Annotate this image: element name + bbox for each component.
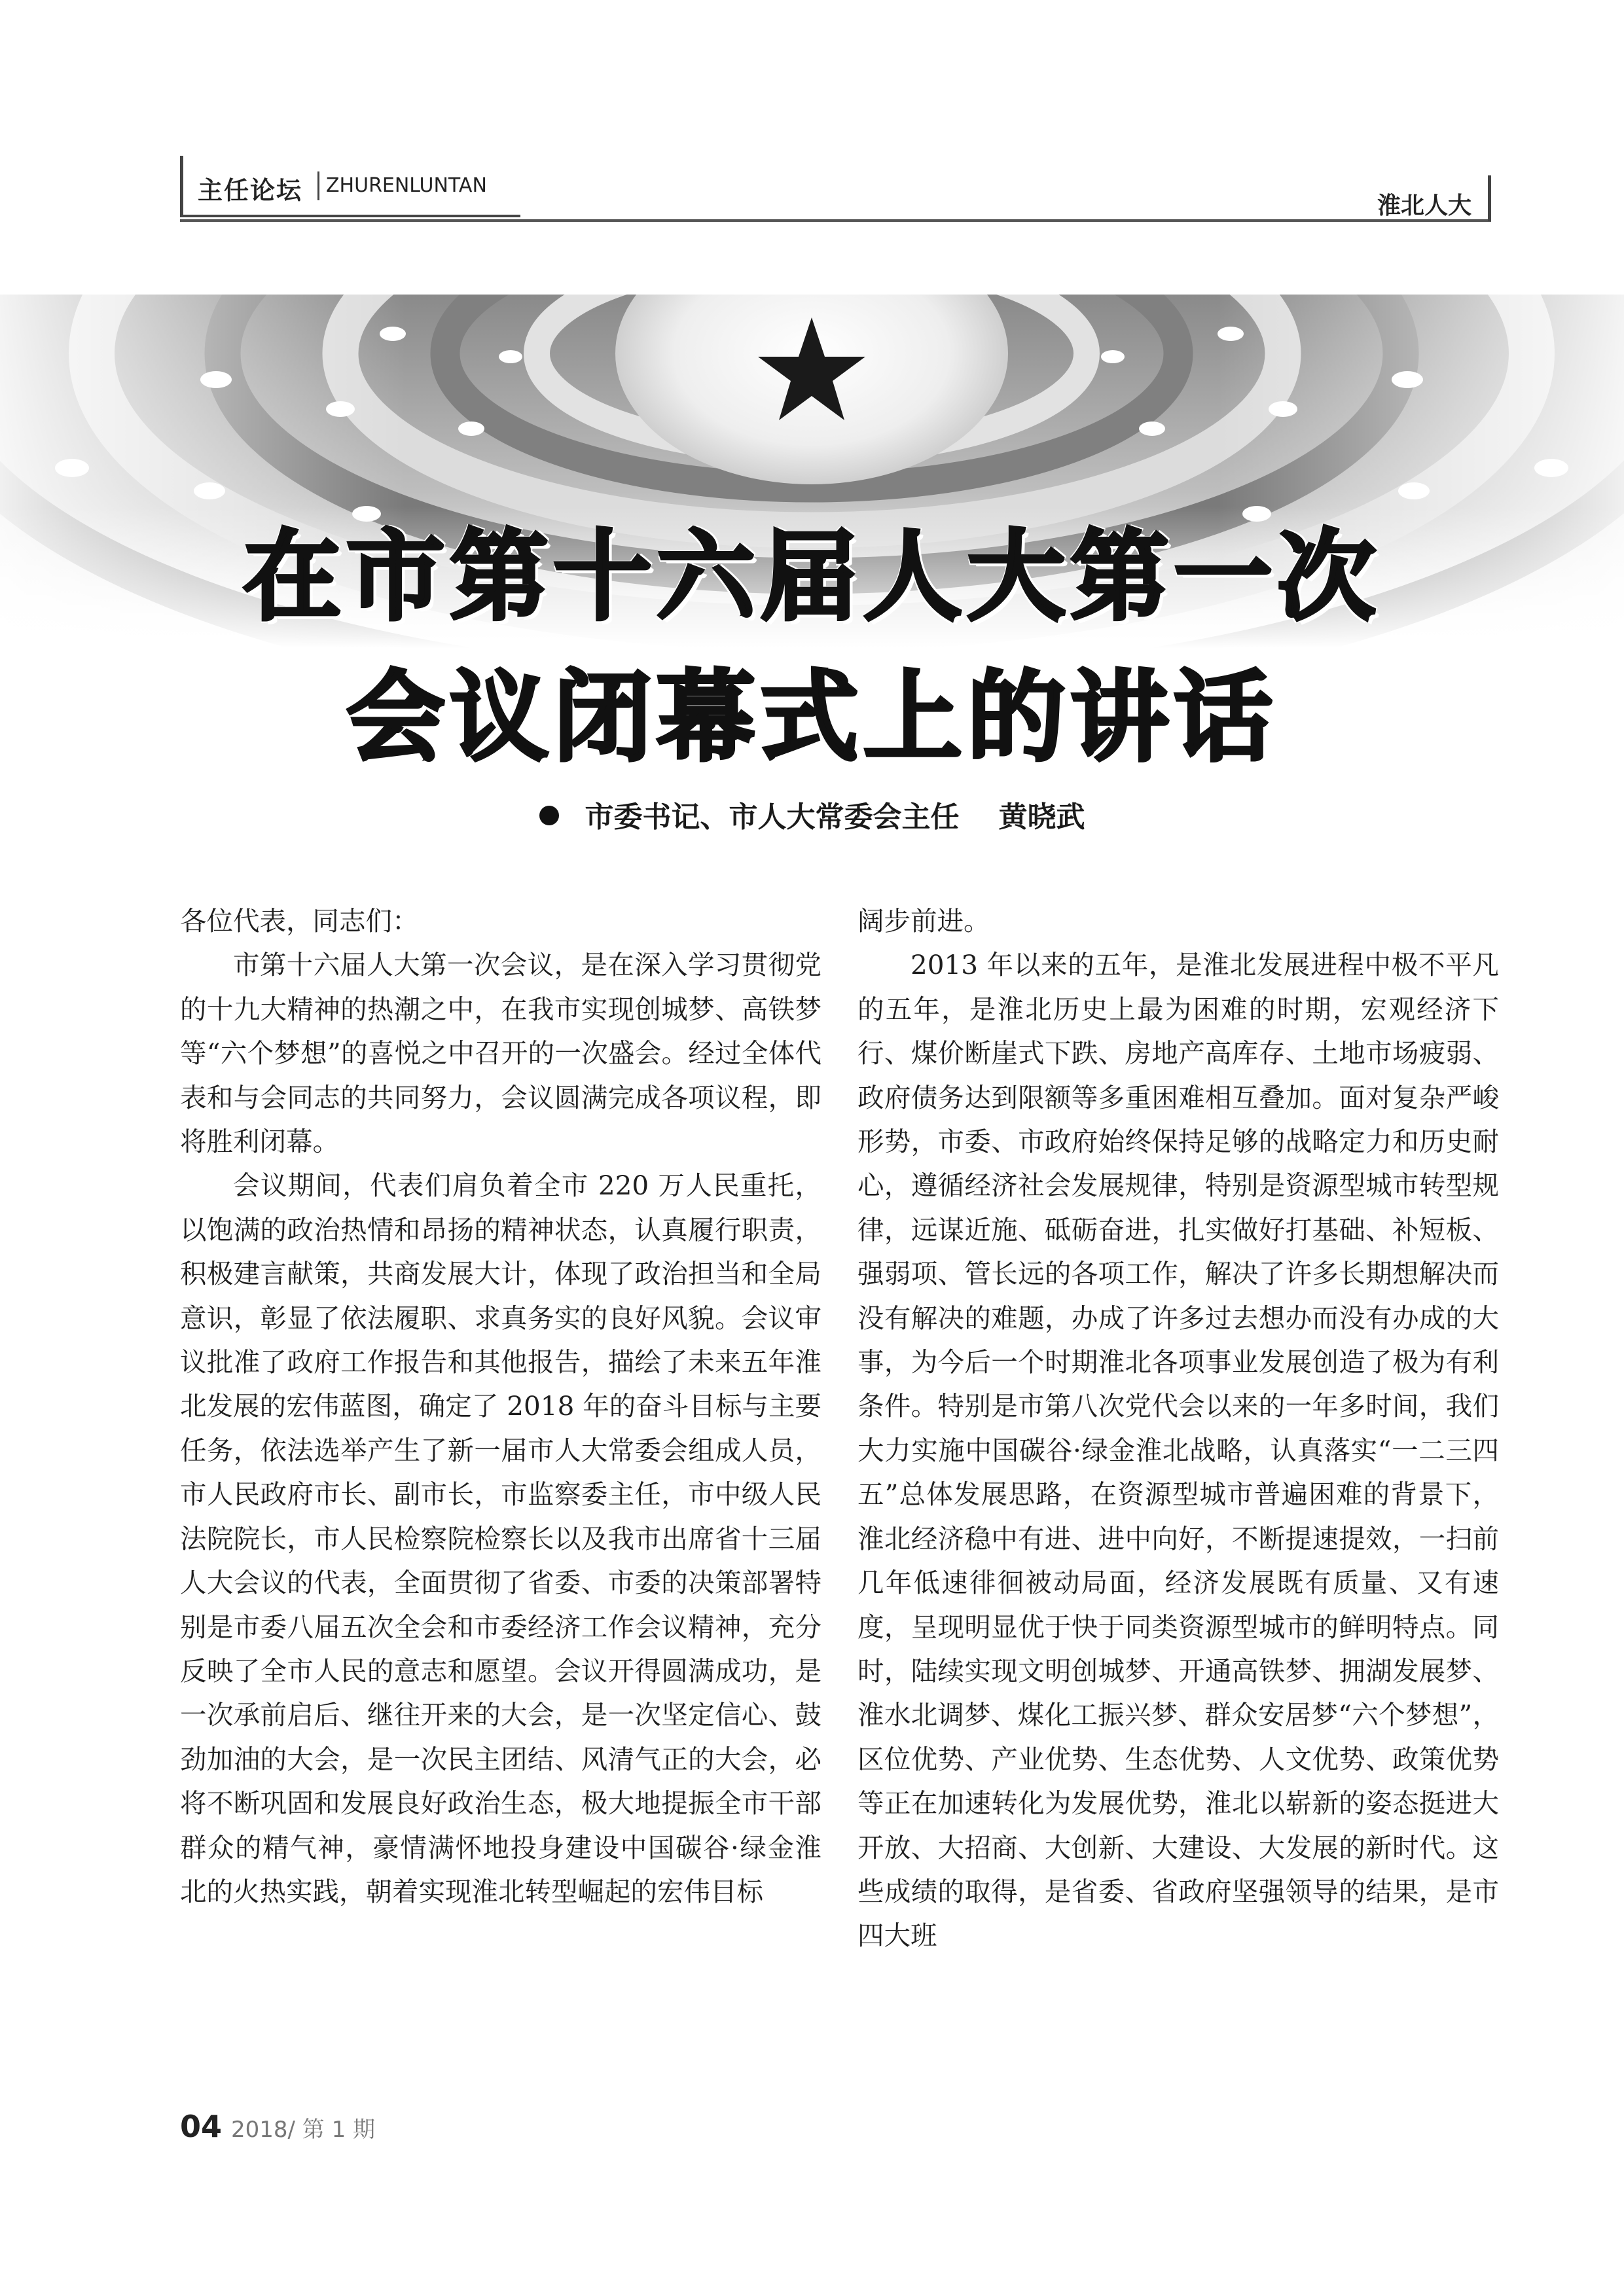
paragraph: 各位代表，同志们： (180, 905, 419, 937)
author-name: 黄晓武 (998, 800, 1085, 834)
page-number: 04 (180, 2109, 223, 2144)
publication-name: 淮北人大 (1377, 192, 1471, 219)
paragraph: 2013 年以来的五年，是淮北发展进程中极不平凡的五年，是淮北历史上最为困难的时期，宏观经济下行、煤价断崖式下跌、房地产高库存、土地市场疲弱、政府债务达到限额等多重困难相互叠加。面对复杂严峻形势，市委、市政府始终保持足够的战略定力和历史耐心，遵循经济社会发展规律，特别是资源型城市转型规律，远谋近施、砥砺奋进，扎实做好打基础、补短板、强弱项、管长远的各项工作，解决了许多长期想解决而没有解决的难题，办成了许多过去想办而没有办成的大事，为今后一个时期淮北各项事业发展创造了极为有利条件。特别是市第八次党代会以来的一年多时间，我们大力实施中国碳谷·绿金淮北战略，认真落实“一二三四五”总体发展思路，在资源型城市普遍困难的背景下，淮北经济稳中有进、进中向好，不断提速提效，一扫前几年低速徘徊被动局面，经济发展既有质量、又有速度，呈现明显优于快于同类资源型城市的鲜明特点。同时，陆续实现文明创城梦、开通高铁梦、拥湖发展梦、淮水北调梦、煤化工振兴梦、群众安居梦“六个梦想”，区位优势、产业优势、生态优势、人文优势、政策优势等正在加速转化为发展优势，淮北以崭新的姿态挺进大开放、大招商、大创新、大建设、大发展的新时代。这些成绩的取得，是省委、省政府坚强领导的结果，是市四大班 (857, 949, 1499, 1952)
column-name-pinyin: ZHURENLUNTAN (326, 174, 487, 197)
paragraph: 阔步前进。 (857, 905, 990, 937)
header-rule (180, 219, 1491, 222)
author-byline (0, 793, 1624, 835)
column-header (180, 156, 520, 217)
article-title-line-1: 在市第十六届人大第一次 (243, 520, 1381, 634)
author-role: 市委书记、市人大常委会主任 (585, 800, 960, 834)
column-separator (317, 171, 319, 200)
page-footer (180, 2109, 375, 2144)
paragraph: 会议期间，代表们肩负着全市 220 万人民重托，以饱满的政治热情和昂扬的精神状态，认真履行职责，积极建言献策，共商发展大计，体现了政治担当和全局意识，彰显了依法履职、求真务实的良好风貌。会议审议批准了政府工作报告和其他报告，描绘了未来五年淮北发展的宏伟蓝图，确定了 2018 年的奋斗目标与主要任务，依法选举产生了新一届市人大常委会组成人员，市人民政府市长、副市长，市监察委主任，市中级人民法院院长，市人民检察院检察长以及我市出席省十三届人大会议的代表，全面贯彻了省委、市委的决策部署特别是市委八届五次全会和市委经济工作会议精神，充分反映了全市人民的意志和愿望。会议开得圆满成功，是一次承前启后、继往开来的大会，是一次坚定信心、鼓劲加油的大会，是一次民主团结、风清气正的大会，必将不断巩固和发展良好政治生态，极大地提振全市干部群众的精气神，豪情满怀地投身建设中国碳谷·绿金淮北的火热实践，朝着实现淮北转型崛起的宏伟目标 (180, 1170, 821, 1907)
paragraph: 市第十六届人大第一次会议，是在深入学习贯彻党的十九大精神的热潮之中，在我市实现创城梦、高铁梦等“六个梦想”的喜悦之中召开的一次盛会。经过全体代表和与会同志的共同努力，会议圆满完成各项议程，即将胜利闭幕。 (180, 949, 821, 1158)
body-column-left (180, 899, 821, 1914)
bullet-icon (539, 806, 559, 825)
column-name: 主任论坛 (198, 176, 303, 205)
body-column-right (857, 899, 1499, 1958)
article-title-line-2: 会议闭幕式上的讲话 (346, 661, 1278, 775)
issue-label: 2018/ 第 1 期 (231, 2117, 376, 2143)
publication-header (1331, 175, 1491, 221)
